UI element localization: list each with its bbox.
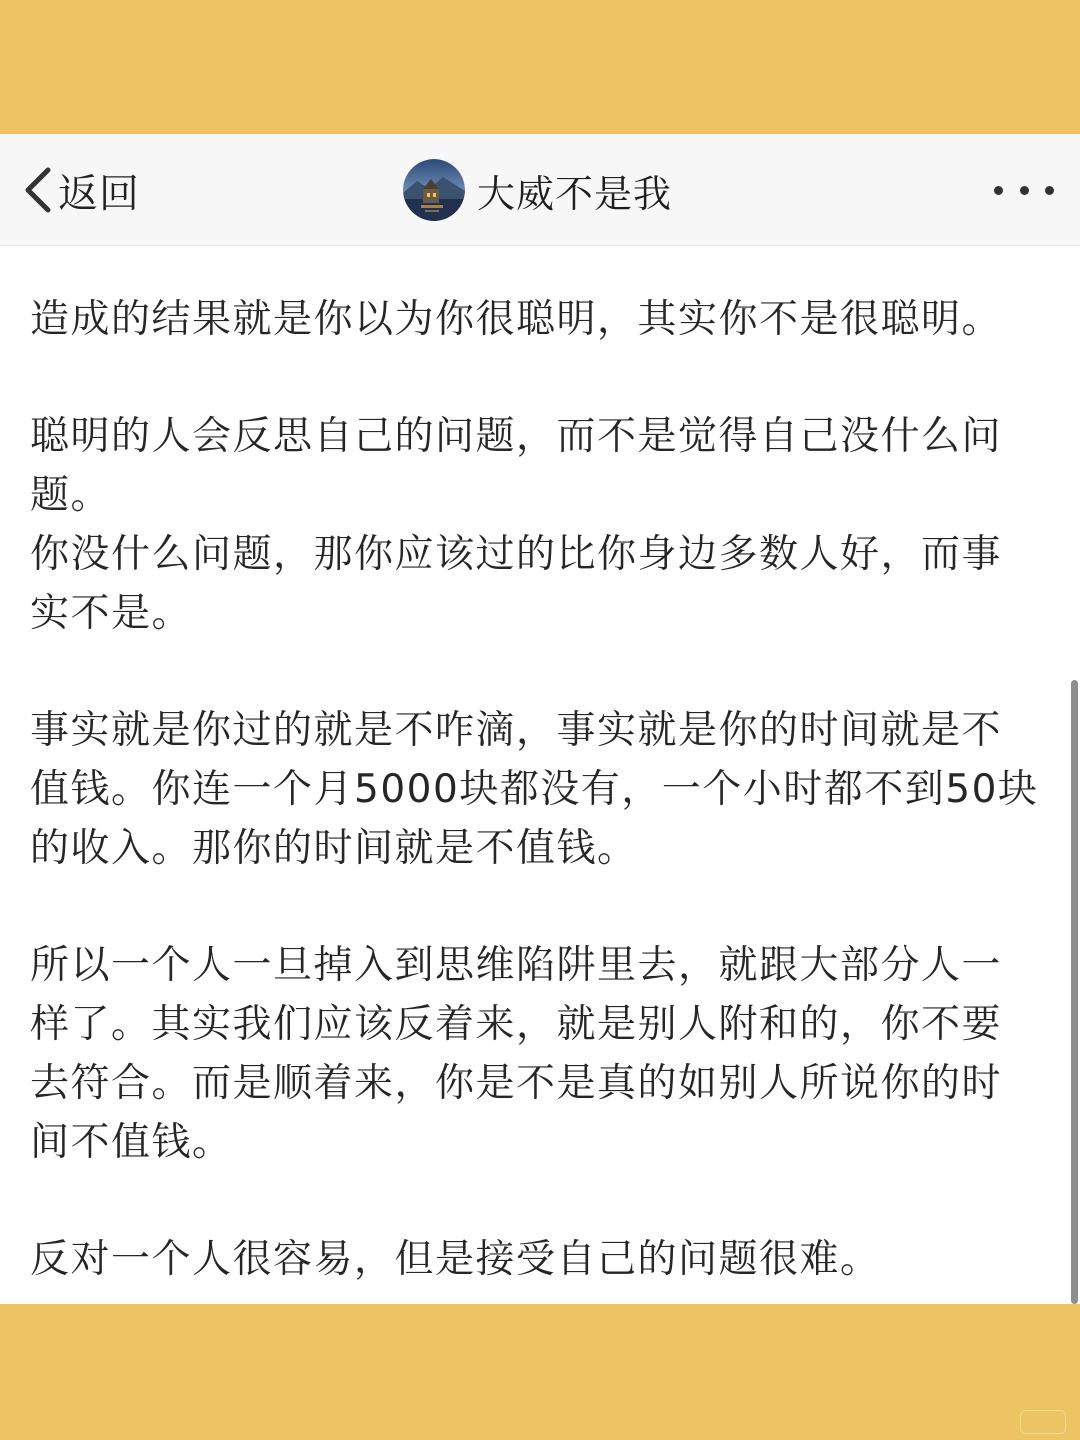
avatar[interactable] [403,159,465,221]
paragraph: 所以一个人一旦掉入到思维陷阱里去，就跟大部分人一样了。其实我们应该反着来，就是别人附和的，你不要去符合。而是顺着来，你是不是真的如别人所说你的时间不值钱。 [30,943,1003,1165]
top-decorative-band [0,0,1080,134]
navigation-bar [0,134,1080,246]
paragraph: 反对一个人很容易，但是接受自己的问题很难。 [30,1237,881,1282]
chevron-left-icon [22,166,54,214]
profile-header[interactable] [403,159,672,221]
article-content [0,246,1080,1304]
paragraph: 事实就是你过的就是不咋滴，事实就是你的时间就是不值钱。你连一个月5000块都没有，一个小时都不到50块的收入。那你的时间就是不值钱。 [30,708,1039,871]
more-options-button[interactable] [994,174,1054,206]
scrollbar[interactable] [1071,680,1078,1304]
bottom-decorative-band [0,1304,1080,1440]
more-horizontal-icon [1020,186,1029,195]
back-button[interactable] [22,162,140,218]
more-horizontal-icon [1045,186,1054,195]
paragraph: 造成的结果就是你以为你很聪明，其实你不是很聪明。 [30,297,1003,342]
more-horizontal-icon [994,186,1003,195]
back-label: 返回 [58,170,140,217]
paragraph: 聪明的人会反思自己的问题，而不是觉得自己没什么问题。 你没什么问题，那你应该过的比你身边多数人好，而事实不是。 [30,414,1003,636]
profile-name: 大威不是我 [477,171,673,216]
watermark-icon [1020,1410,1066,1434]
